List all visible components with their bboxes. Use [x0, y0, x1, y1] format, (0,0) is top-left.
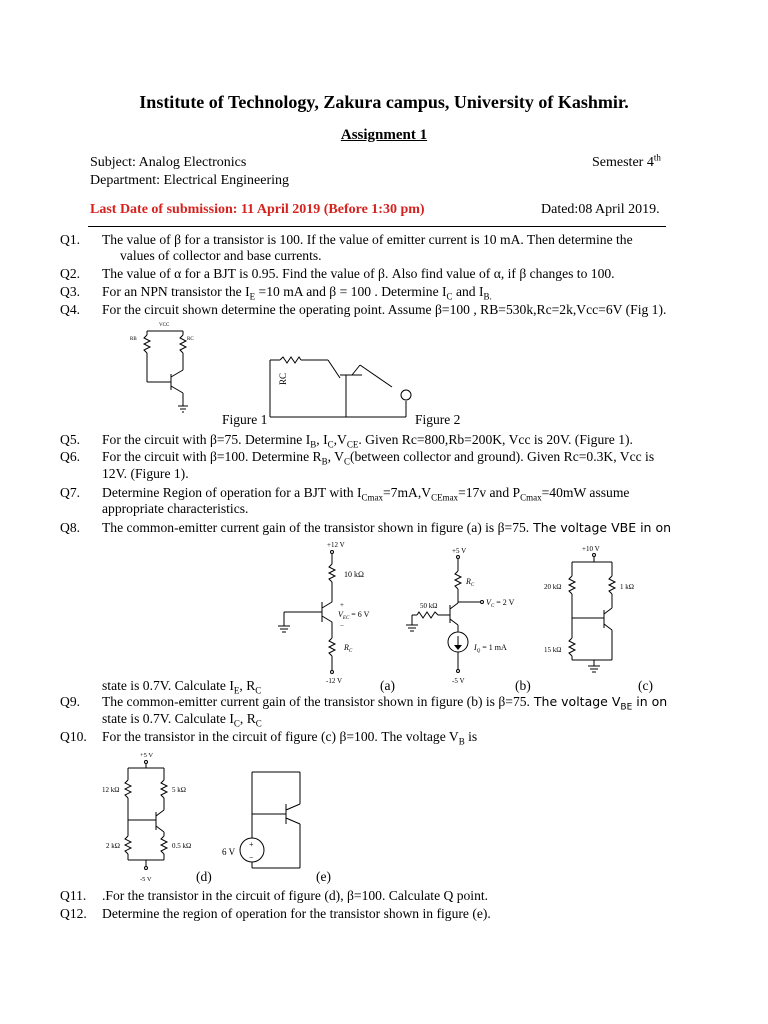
fig-a-bottom: -12 V — [326, 677, 343, 685]
fig-a-top: +12 V — [327, 541, 345, 549]
fig-a-plus: + — [340, 601, 344, 609]
figure-d-circuit — [100, 748, 210, 888]
fig-d-bottom: -5 V — [140, 876, 152, 883]
subject-line: Subject: Analog Electronics — [90, 155, 247, 170]
fig1-vcc-label: VCC — [159, 323, 170, 328]
fig-c-top: +10 V — [582, 545, 600, 553]
fig-b-iq: $I_Q = 1$ mA — [474, 643, 507, 654]
dated-line: Dated:08 April 2019. — [541, 202, 660, 217]
figure-1-circuit — [125, 320, 205, 425]
fig-a-vec: $V_{EC} = 6$ V — [338, 610, 370, 621]
fig-b-top: +5 V — [452, 547, 467, 555]
figure-e-label: (e) — [316, 869, 331, 884]
fig-e-plus: + — [249, 840, 254, 849]
figure-1-caption: Figure 1 — [222, 412, 268, 427]
header-divider — [88, 226, 666, 227]
institute-title: Institute of Technology, Zakura campus, University of Kashmir. — [139, 92, 629, 112]
figure-e-circuit — [210, 768, 320, 873]
figure-a-label: (a) — [380, 678, 395, 693]
fig-e-src: 6 V — [222, 847, 236, 857]
semester-line: Semester 4th — [592, 152, 661, 170]
fig-a-minus: − — [340, 622, 344, 630]
fig-e-minus: − — [249, 853, 254, 862]
assignment-title: Assignment 1 — [340, 127, 428, 143]
fig-b-rc: $R_C$ — [466, 577, 475, 588]
question-6-cont: 12V. (Figure 1). — [102, 466, 189, 481]
fig1-rc-label: RC — [187, 337, 194, 342]
figure-d-label: (d) — [196, 869, 212, 884]
question-1-cont: values of collector and base currents. — [120, 248, 322, 263]
fig-b-bottom: -5 V — [452, 677, 465, 685]
fig2-rc-label: RC — [278, 372, 288, 385]
fig-a-r1: 10 kΩ — [344, 570, 364, 579]
figure-b-label: (b) — [515, 678, 531, 693]
fig-d-r3: 2 kΩ — [106, 842, 120, 850]
fig1-rb-label: RB — [130, 337, 137, 342]
department-line: Department: Electrical Engineering — [90, 173, 290, 188]
fig-c-r3: 15 kΩ — [544, 646, 562, 654]
fig-c-r1: 20 kΩ — [544, 583, 562, 591]
fig-c-r2: 1 kΩ — [620, 583, 634, 591]
figure-c-circuit — [540, 540, 650, 680]
fig-d-r2: 5 kΩ — [172, 786, 186, 794]
fig-d-top: +5 V — [140, 752, 154, 759]
figure-a-circuit — [274, 538, 384, 688]
fig-d-r1: 12 kΩ — [102, 786, 120, 794]
fig-b-vc: $V_C = 2$ V — [486, 598, 515, 609]
fig-d-r4: 0.5 kΩ — [172, 842, 192, 850]
figure-c-label: (c) — [638, 678, 653, 693]
question-9-cont: state is 0.7V. Calculate $I_C$, $R_C$ — [102, 711, 262, 729]
figure-b-circuit — [402, 545, 522, 685]
fig-a-rc: $R_C$ — [344, 643, 353, 654]
figure-2-caption: Figure 2 — [415, 412, 461, 427]
deadline-line: Last Date of submission: 11 April 2019 (Before 1:30 pm) — [90, 202, 425, 217]
question-8-cont: state is 0.7V. Calculate $I_E$, $R_C$ — [102, 678, 262, 696]
question-7-cont: appropriate characteristics. — [102, 501, 249, 516]
figure-2-circuit — [270, 345, 420, 425]
fig-b-rb: 50 kΩ — [420, 602, 438, 610]
